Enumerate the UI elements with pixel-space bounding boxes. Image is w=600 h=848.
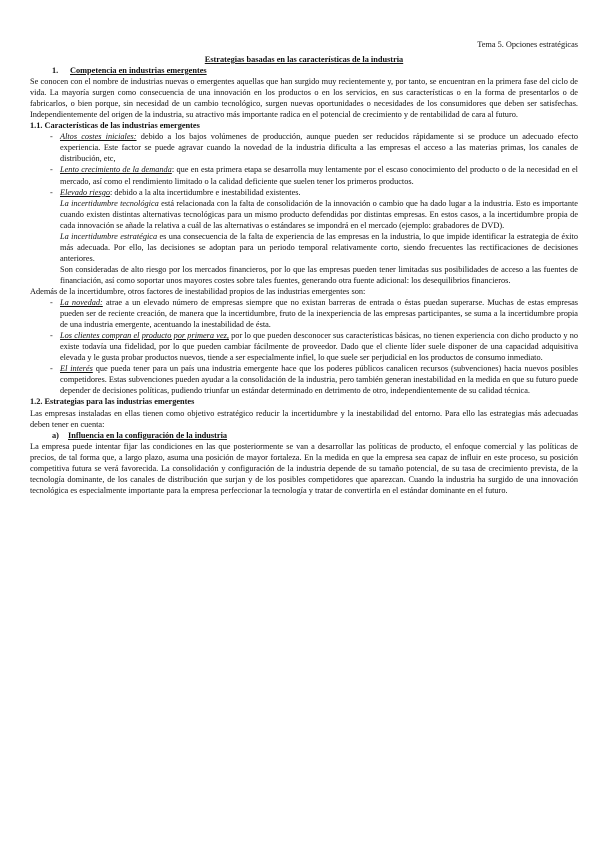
item-term: Los clientes compran el producto por primera vez, [60,331,229,341]
intro-paragraph: Se conocen con el nombre de industrias nuevas o emergentes aquellas que han surgido muy recientemente y, por tanto, se encuentran en la primera fase del ciclo de vida. La mayoría surgen como consecuencia de una innovación en los productos o en los servicios, en sus características o en la forma de presentarlos o de fabricarlos, o bien porque, sin necesidad de un cambio tecnológico, surgen nuevas oportunidades o necesidades de los consumidores que deben ser satisfechas. Independientemente del origen de la industria, su atractivo más importante radica en el potencial de crecimiento y de rentabilidad de cara al futuro. [30,77,578,120]
section-1-2-heading: 1.2. Estrategias para las industrias emergentes [30,397,195,407]
risk-paragraph [30,231,578,264]
item-term: La novedad: [60,298,103,308]
section-number: 1. [52,66,59,76]
list-item [30,330,578,363]
section-1-heading [52,65,578,76]
bullet-dash: - [50,331,53,341]
risk-paragraph: Son consideradas de alto riesgo por los mercados financieros, por lo que las empresas pueden tener limitadas sus posibilidades de acceso a las fuentes de financiación, así como soportar unos mayores costes sobre tales fuentes, generando otra fuente adicional: los desequilibrios financieros. [60,264,578,285]
item-text: que pueda tener para un país una industria emergente hace que los poderes públicos canalicen recursos (subvenciones) hacia nuevos posibles competidores. Estas subvenciones pueden ayudar a la consolidación de la industria, pero también generan inestabilidad en la medida en que su futuro puede depender de decisiones políticas, pudiendo triunfar un estándar determinado en detrimento de otro, independientemente de su calidad técnica. [60,364,578,396]
item-term: Elevado riesgo [60,187,111,197]
risk-text: está relacionada con la falta de consolidación de la innovación o cambio que ha dado lugar a la industria. Esto es importante cuando existen distintas alternativas tecnológicas para un mismo producto defendidas por distintas empresas. En estos casos, a la incertidumbre propia de cada innovación se añade la relativa a cuál de las alternativas o estándares se impondrá en el mercado (ejemplo: grabadores de DVD). [60,198,578,230]
item-text: debido a los bajos volúmenes de producción, aunque pueden ser reducidos rápidamente si se produce un adecuado efecto experiencia. Este factor se puede agravar cuando la novedad de la industria dificulta a las empresas el acceso a las materias primas, los canales de distribución, etc, [60,132,578,164]
item-text: por lo que pueden desconocer sus características básicas, no tienen experiencia con dicho producto y no existe todavía una fidelidad, por lo que pueden cambiar fácilmente de proveedor. Dado que el cliente líder suele disponer de una capacidad adquisitiva elevada y le gusta probar productos nuevos, tiende a ser especialmente infiel, lo que suele ser perjudicial en los productos de consumo inmediato. [60,331,578,363]
subsection-title: Influencia en la configuración de la industria [68,430,228,440]
risk-term: La incertidumbre tecnológica [60,198,159,208]
risk-term: La incertidumbre estratégica [60,231,158,241]
item-term: El interés [60,364,93,374]
bullet-dash: - [50,364,53,374]
section-1-1-heading: 1.1. Características de las industrias emergentes [30,121,200,131]
item-text: atrae a un elevado número de empresas siempre que no existan barreras de entrada o éstas puedan superarse. Muchas de estas empresas pueden ser de reciente creación, de manera que la incertidumbre, fruto de la inexperiencia de las empresas participantes, se suma a la incertidumbre propia de una industria emergente, acentuando la inestabilidad de ésta. [60,298,578,330]
section-title: Competencia en industrias emergentes [70,66,207,76]
list-item [30,297,578,330]
list-item [30,164,578,186]
bullet-dash: - [50,165,53,175]
item-text: : debido a la alta incertidumbre e inestabilidad existentes. [110,187,301,197]
risk-paragraph [30,198,578,231]
item-text: : que en esta primera etapa se desarrolla muy lentamente por el escaso conocimiento del producto o de la necesidad en el mercado, así como el rendimiento limitado o la calidad deficiente que suelen tener los primeros productos. [60,165,578,186]
bullet-dash: - [50,298,53,308]
strategies-intro: Las empresas instaladas en ellas tienen como objetivo estratégico reducir la incertidumbre y la inestabilidad del entorno. Para ello las estrategias más adecuadas deben tener en cuenta: [30,408,578,429]
subsection-a-heading [52,430,578,441]
subsection-number: a) [52,430,59,440]
risk-text: es una consecuencia de la falta de experiencia de las empresas en la industria, lo que impide identificar la estrategia de éxito más adecuada. Por ello, las decisiones se adoptan para un periodo temporal relativamente corto, siendo frecuentes las rectificaciones de decisiones anteriores. [60,231,578,263]
bullet-dash: - [50,187,53,197]
page-header: Tema 5. Opciones estratégicas [477,40,578,49]
list-item [30,363,578,396]
item-term: Altos costes iniciales: [60,132,137,142]
document-title: Estrategias basadas en las características de la industria [204,55,404,64]
factors-intro: Además de la incertidumbre, otros factores de inestabilidad propios de las industrias emergentes son: [30,286,366,296]
item-term: Lento crecimiento de la demanda [60,165,172,175]
list-item [30,187,578,198]
list-item [30,131,578,164]
bullet-dash: - [50,132,53,142]
final-paragraph: La empresa puede intentar fijar las condiciones en las que posteriormente se van a desarrollar las políticas de producto, el enfoque comercial y las políticas de precios, de tal forma que, a largo plazo, asuma una posición de mayor fortaleza. En la medida en que la empresa sea capaz de influir en este proceso, su posición competitiva futura se verá favorecida. La consolidación y configuración de la industria depende de su tamaño potencial, de su tasa de crecimiento prevista, de la tecnología dominante, de los canales de distribución que surjan y de los posibles competidores que aparezcan. Cuando la industria ha surgido de una innovación tecnológica es especialmente importante para la empresa perfeccionar la tecnología y tratar de convertirla en el estándar dominante en el futuro. [30,441,578,495]
